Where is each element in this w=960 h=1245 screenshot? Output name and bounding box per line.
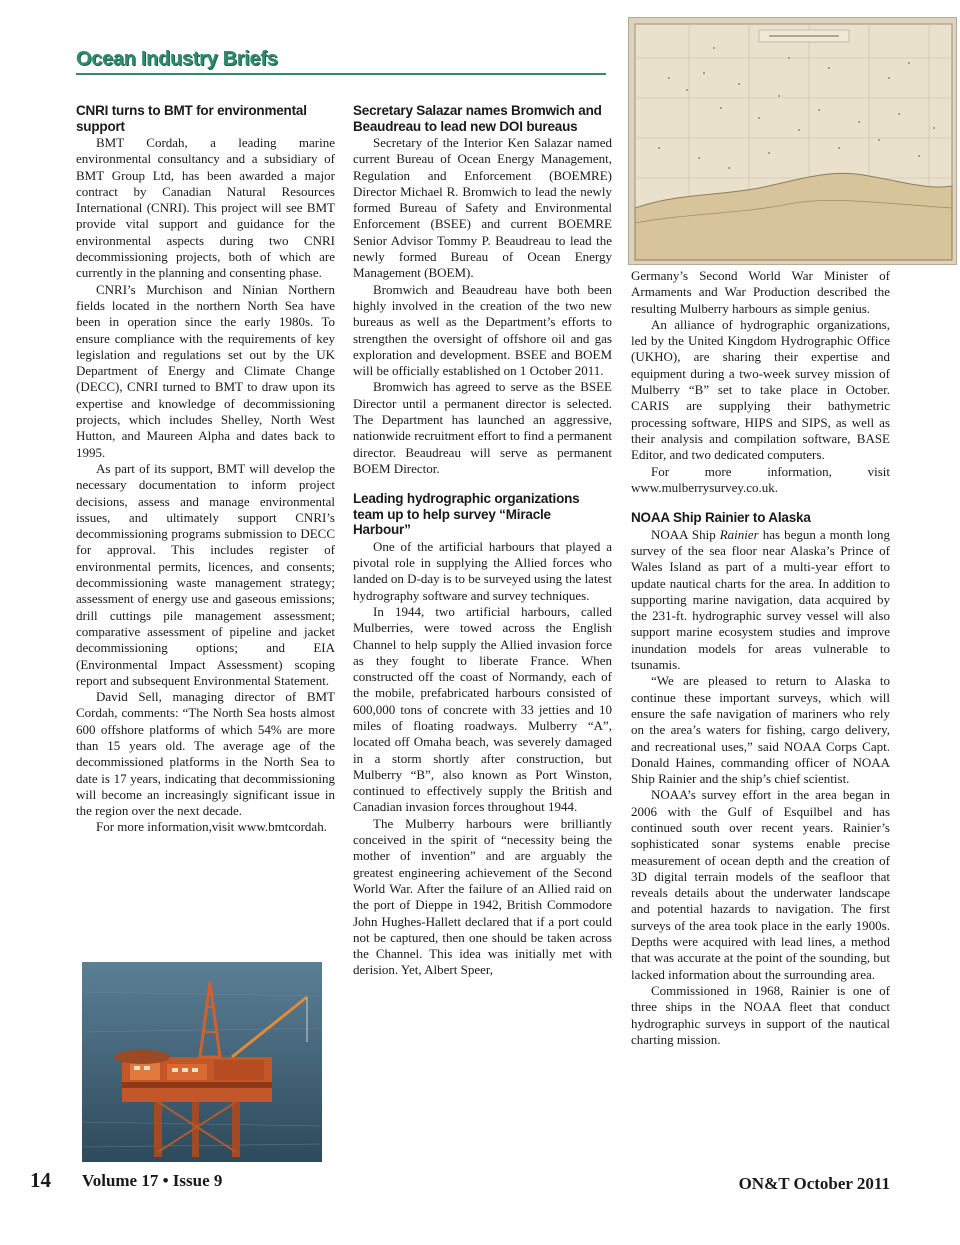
rainier-paragraph: Commissioned in 1968, Rainier is one of three ships in the NOAA fleet that conduct hydrographic surveys in support of the nautical charting mission. xyxy=(631,982,890,1047)
rainier-lead-paragraph xyxy=(631,527,890,674)
rainier-lead-rest: has begun a month long survey of the sea floor near Alaska’s Prince of Wales Island as part of a multi-year effort to update nautical charts for the area. In addition to supporting marine navigation, data acquired by the 231-ft. hydrographic survey vessel will also support marine ecosystem studies and improve inundation models for areas vulnerable to tsunamis. xyxy=(631,526,890,673)
mulberry-continuation: An alliance of hydrographic organizations, led by the United Kingdom Hydrographic Office (UKHO), are sharing their expertise and equipment during a two-week survey mission of Mulberry “B” set to take place in October. CARIS are supplying their bathymetric processing software, HIPS and SIPS, as well as their analysis and compilation software, BASE Editor, and two dedicated computers. xyxy=(631,316,890,463)
column-2 xyxy=(353,103,612,979)
column-1 xyxy=(76,103,335,836)
cnri-paragraph: BMT Cordah, a leading marine environmental consultancy and a subsidiary of BMT Group Ltd, has been awarded a major contract by Canadian Natural Resources International (CNRI). This project will see BMT provide vital support and guidance for the environmental aspects during two CNRI decommissioning projects, both of which are currently in the planning and consenting phase. xyxy=(76,135,335,281)
page-number: 14 xyxy=(30,1168,51,1192)
mulberry-continuation: Germany’s Second World War Minister of Armaments and War Production described the resulting Mulberry harbours as simple genius. xyxy=(631,268,890,316)
oil-platform-photo xyxy=(82,962,322,1162)
salazar-headline: Secretary Salazar names Bromwich and Beaudreau to lead new DOI bureaus xyxy=(353,103,602,134)
rainier-paragraph: NOAA’s survey effort in the area began in 2006 with the Gulf of Esquilbel and has continued south over recent years. Rainier’s sophisticated sonar systems enable precise measurement of ocean depth and the creation of 3D digital terrain models of the seafloor that reveals details about the underwater landscape and potential hazards to navigation. The first surveys of the area took place in the early 1900s. Depths were acquired with lead lines, a method that was accurate at the point of the sounding, but lacked information about the surrounding area. xyxy=(631,787,890,982)
salazar-paragraph: Bromwich has agreed to serve as the BSEE Director until a permanent director is selected. The Department has launched an aggressive, nationwide recruitment effort to find a permanent director. Beaudreau will serve as permanent BOEM Director. xyxy=(353,379,612,476)
salazar-paragraph: Secretary of the Interior Ken Salazar named current Bureau of Ocean Energy Management, Regulation and Enforcement (BOEMRE) Director Michael R. Bromwich to lead the newly formed Bureau of Safety and Environmental Enforcement (BSEE) and current BOEMRE Senior Advisor Tommy P. Beaudreau to lead the newly formed Bureau of Ocean Energy Management (BOEM). xyxy=(353,135,612,281)
mulberry-paragraph: The Mulberry harbours were brilliantly conceived in the spirit of “necessity being the mother of invention” and are arguably the greatest engineering achievement of the Second World War. After the failure of an Allied raid on the port of Dieppe in 1942, British Commodore John Hughes-Hallett declared that if a port could not be captured, then one should be taken across the Channel. This idea was initially met with derision. Yet, Albert Speer, xyxy=(353,815,612,978)
mulberry-continuation: For more information, visit www.mulberrysurvey.co.uk. xyxy=(631,463,890,495)
nautical-chart-image xyxy=(628,17,957,265)
salazar-paragraph: Bromwich and Beaudreau have both been highly involved in the creation of the two new bureaus as well as the Department’s efforts to strengthen the oversight of offshore oil and gas exploration and development. BSEE and BOEM will be officially established on 1 October 2011. xyxy=(353,281,612,379)
section-title-rule xyxy=(76,73,606,75)
cnri-headline: CNRI turns to BMT for environmental support xyxy=(76,103,307,134)
cnri-paragraph: David Sell, managing director of BMT Cordah, comments: “The North Sea hosts almost 600 offshore platforms of which 54% are more than 15 years old. The average age of the decommissioned platforms in the North Sea to date is 17 years, indicating that decommissioning will become an increasingly significant issue in the region over the next decade. xyxy=(76,689,335,819)
rainier-ship-name: Rainier xyxy=(719,526,759,542)
volume-issue: Volume 17 • Issue 9 xyxy=(82,1171,223,1190)
mulberry-headline: Leading hydrographic organizations team up to help survey “Miracle Harbour” xyxy=(353,491,580,538)
rainier-lead-prefix: NOAA Ship xyxy=(651,526,720,542)
cnri-paragraph: For more information,visit www.bmtcordah. xyxy=(96,819,327,835)
rainier-headline: NOAA Ship Rainier to Alaska xyxy=(631,510,811,526)
cnri-paragraph: As part of its support, BMT will develop the necessary documentation to inform project decisions, assess and manage environmental issues, and ultimately support CNRI’s decommissioning programs submission to DECC for approval. This includes register of environmental permits, licences, and consents; decommissioning waste management strategy; assessment of energy use and gaseous emissions; drill cuttings pile management assessment; comparative assessment of pipeline and jacket decommissioning options; and EIA (Environmental Impact Assessment) scoping report and subsequent Environmental Statement. xyxy=(76,460,335,688)
cnri-paragraph: CNRI’s Murchison and Ninian Northern fields located in the northern North Sea have been in operation since the early 1980s. To ensure compliance with the requirements of key legislation and regulations set out by the UK Department of Energy and Climate Change (DECC), CNRI turned to BMT to draw upon its expertise and knowledge of decommissioning projects, which includes Shelley, North West Hutton, and Maureen Alpha and dates back to 1995. xyxy=(76,281,335,460)
mulberry-paragraph: In 1944, two artificial harbours, called Mulberries, were towed across the English Channel to help supply the Allied invasion force as they fought to liberate France. When constructed off the coast of Normandy, each of the mobile, prefabricated harbours consisted of 600,000 tons of concrete with 33 jetties and 10 miles of floating roadways. Mulberry “A”, located off Omaha beach, was severely damaged in a storm shortly after construction, but Mulberry “B”, also known as Port Winston, continued to effectively supply the British and Canadian invasion forces throughout 1944. xyxy=(353,603,612,815)
rainier-paragraph: “We are pleased to return to Alaska to continue these important surveys, which will ensure the safe navigation of mariners who rely on the area’s waters for fishing, cargo delivery, and recreational uses,” said NOAA Corps Capt. Donald Haines, commanding officer of NOAA Ship Rainier and the ship’s chief scientist. xyxy=(631,673,890,787)
column-3 xyxy=(631,268,890,1048)
issue-date: ON&T October 2011 xyxy=(738,1174,890,1193)
mulberry-paragraph: One of the artificial harbours that played a pivotal role in supplying the Allied forces who landed on D-day is to be surveyed using the latest hydrography software and survey techniques. xyxy=(353,538,612,603)
section-title: Ocean Industry Briefs xyxy=(76,48,278,70)
